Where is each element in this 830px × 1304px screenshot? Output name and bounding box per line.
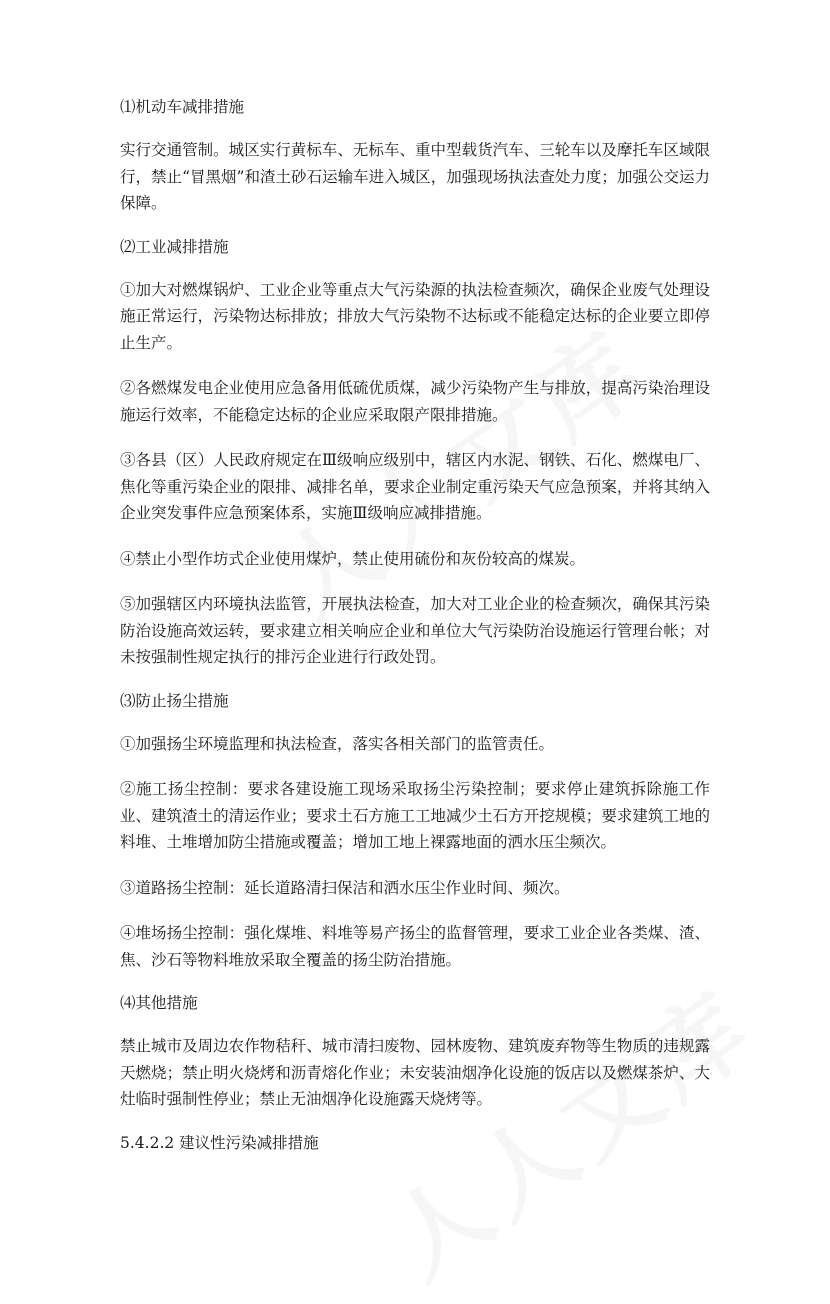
paragraph: 禁止城市及周边农作物秸秆、城市清扫废物、园林废物、建筑废弃物等生物质的违规露天燃烧；禁止明火烧烤和沥青熔化作业；未安装油烟净化设施的饭店以及燃煤茶炉、大灶临时强制性停业；禁止无油烟净化设施露天烧烤等。 [120, 1037, 710, 1108]
next-section-heading: 5.4.2.2 建议性污染减排措施 [120, 1133, 319, 1152]
paragraph: ②各燃煤发电企业使用应急备用低硫优质煤，减少污染物产生与排放，提高污染治理设施运行效率，不能稳定达标的企业应采取限产限排措施。 [120, 379, 710, 424]
section-heading: ⑷其他措施 [120, 994, 198, 1012]
paragraph: ①加大对燃煤锅炉、工业企业等重点大气污染源的执法检查频次，确保企业废气处理设施正常运行，污染物达标排放；排放大气污染物不达标或不能稳定达标的企业要立即停止生产。 [120, 280, 710, 352]
paragraph: ③道路扬尘控制：延长道路清扫保洁和洒水压尘作业时间、频次。 [120, 878, 570, 897]
section-heading: ⑶防止扬尘措施 [120, 691, 229, 710]
paragraph: ⑤加强辖区内环境执法监管，开展执法检查，加大对工业企业的检查频次，确保其污染防治设施高效运转，要求建立相关响应企业和单位大气污染防治设施运行管理台帐；对未按强制性规定执行的排污企业进行行政处罚。 [120, 595, 710, 666]
document-body [120, 96, 710, 1154]
paragraph: 实行交通管制。城区实行黄标车、无标车、重中型载货汽车、三轮车以及摩托车区域限行，禁止“冒黑烟”和渣土砂石运输车进入城区，加强现场执法查处力度；加强公交运力保障。 [120, 141, 710, 212]
paragraph: ②施工扬尘控制：要求各建设施工现场采取扬尘污染控制；要求停止建筑拆除施工作业、建筑渣土的清运作业；要求土石方施工工地减少土石方开挖规模；要求建筑工地的料堆、土堆增加防尘措施或覆盖；增加工地上裸露地面的洒水压尘频次。 [120, 780, 710, 851]
section-heading: ⑴机动车减排措施 [120, 98, 245, 116]
paragraph: ①加强扬尘环境监理和执法检查，落实各相关部门的监管责任。 [120, 734, 555, 753]
section-heading: ⑵工业减排措施 [120, 237, 229, 256]
paragraph: ③各县（区）人民政府规定在Ⅲ级响应级别中，辖区内水泥、钢铁、石化、燃煤电厂、焦化等重污染企业的限排、减排名单，要求企业制定重污染天气应急预案，并将其纳入企业突发事件应急预案体系，实施Ⅲ级响应减排措施。 [120, 451, 710, 522]
paragraph: ④禁止小型作坊式企业使用煤炉，禁止使用硫份和灰份较高的煤炭。 [120, 549, 586, 568]
paragraph: ④堆场扬尘控制：强化煤堆、料堆等易产扬尘的监督管理，要求工业企业各类煤、渣、焦、沙石等物料堆放采取全覆盖的扬尘防治措施。 [120, 924, 710, 969]
